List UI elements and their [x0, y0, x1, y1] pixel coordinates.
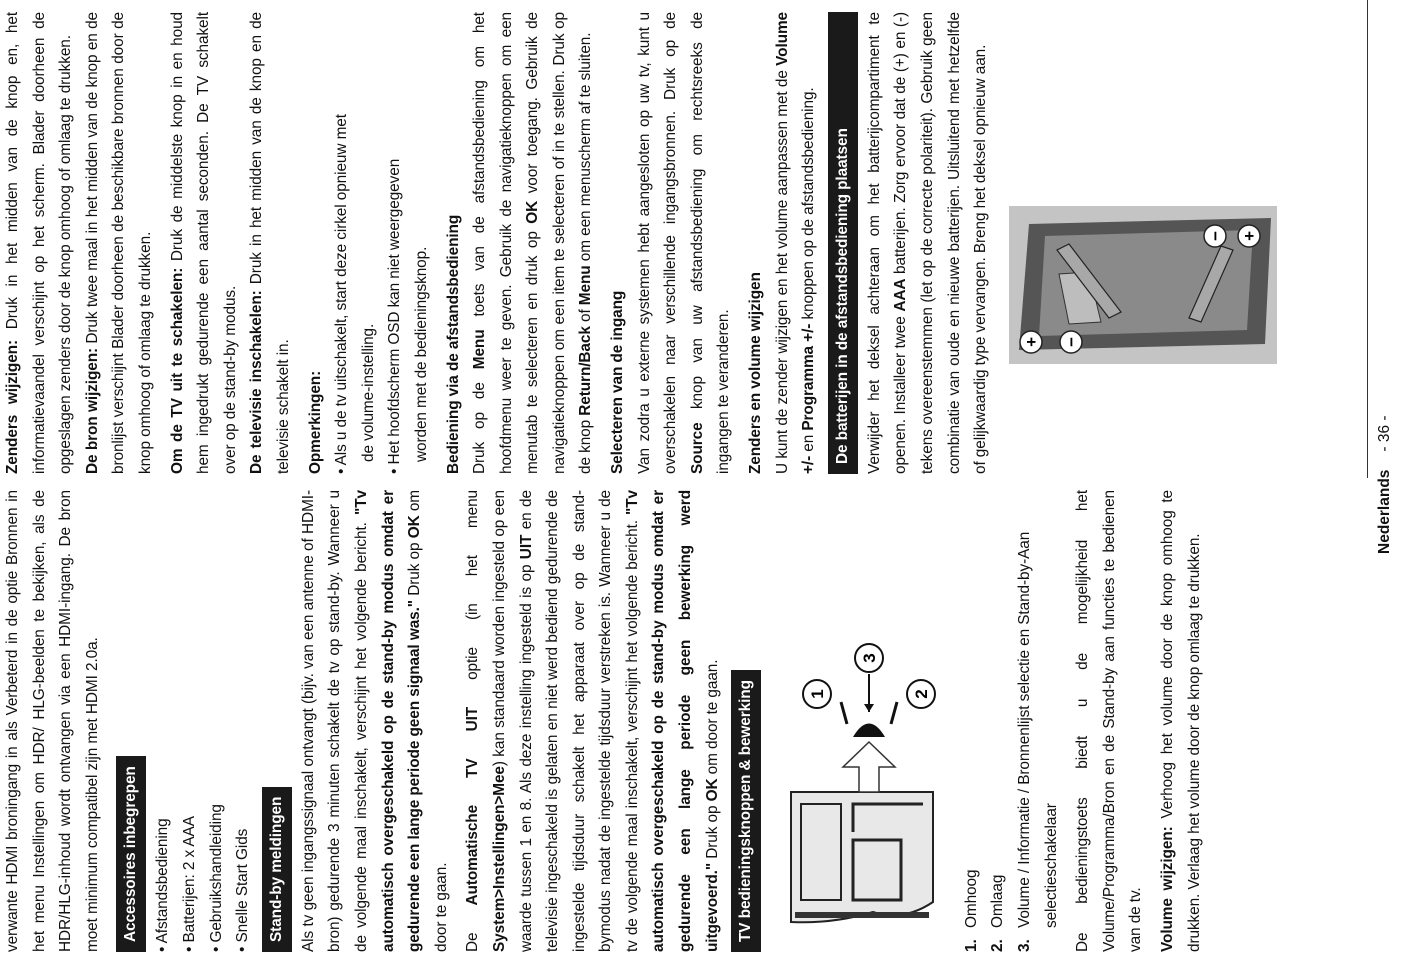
- standby-heading: Stand-by meldingen: [262, 787, 292, 952]
- page-number: - 36 -: [1376, 415, 1393, 452]
- list-item: 3. Volume / Informatie / Bronnenlijst selectie en Stand-by-Aan selectieschakelaar: [1016, 531, 1060, 952]
- standby-paragraph-2: De Automatische TV UIT optie (in het menu System>Instellingen>Mee) kan standaard worden ingesteld op een waarde tussen 1 en 8. Als deze instelling ingesteld is op UIT en de televisie ingeschakeld is gelaten en niet werd bediend gedurende de ingestelde tijdsduur schakelt het apparaat over op de stand-bymodus nadat de ingestelde tijdsduur verstreken is. Wanneer u de tv de volgende maal inschakelt, verschijnt het volgende bericht. "Tv automatisch overgeschakeld op de stand-by modus omdat er gedurende een lange periode geen bewerking werd uitgevoerd." Druk op OK om door te gaan.: [464, 490, 721, 952]
- list-item: • Het hoofdscherm OSD kan niet weergegeven: [386, 158, 404, 474]
- callout-3-label: 3: [860, 653, 880, 663]
- remote-heading: Bediening via de afstandsbediening: [444, 214, 462, 474]
- power-off-paragraph: Om de TV uit te schakelen: Druk de middelste knop in en houd hem ingedrukt gedurende een aantal seconden. De TV schakelt over op de stand-by modus.: [168, 12, 239, 474]
- footer-divider: [1367, 0, 1368, 478]
- tv-buttons-heading: TV bedieningsknoppen & bewerking: [731, 670, 761, 952]
- input-heading: Selecteren van de ingang: [609, 290, 627, 474]
- power-on-paragraph: De televisie inschakelen: Druk in het midden van de knop en de televisie schakelt in.: [248, 11, 292, 474]
- list-item: • Als u de tv uitschakelt, start deze cirkel opnieuw met: [333, 114, 351, 474]
- input-paragraph: Van zodra u externe systemen hebt aangesloten op uw tv, kunt u overschakelen naar verschillende ingangsbronnen. Druk op de Source knop van uw afstandsbediening om rechtsreeks de ingangen te veranderen.: [635, 12, 733, 474]
- page-footer: [1374, 415, 1396, 554]
- list-item: • Batterijen: 2 x AAA: [180, 816, 198, 952]
- list-item: • Snelle Start Gids: [234, 828, 252, 952]
- control-paragraph: De bedieningstoets biedt u de mogelijkheid het Volume/Programma/Bron en de Stand-by aan functies te bedienen van de tv.: [1074, 490, 1145, 952]
- control-button-figure: [773, 642, 941, 942]
- list-item: • Afstandsbediening: [154, 818, 172, 952]
- battery-figure: [1009, 206, 1277, 364]
- volume-paragraph: Volume wijzigen: Verhoog het volume door de knop omhoog te drukken. Verlaag het volume door de knop omlaag te drukken.: [1159, 490, 1203, 952]
- accessories-list: [150, 490, 256, 952]
- callout-2-label: 2: [912, 689, 932, 699]
- channel-paragraph: Zenders wijzigen: Druk in het midden van de knop en, het informatievaandel verschijnt op het scherm. Blader doorheen de opgeslagen zenders door de knop omhoog of omlaag te drukken.: [4, 12, 75, 474]
- list-item: de volume-instelling.: [359, 323, 377, 462]
- list-item: • Gebruikshandleiding: [207, 804, 225, 952]
- control-button-icon: [853, 724, 885, 738]
- list-item: 1. Omhoog: [962, 869, 980, 952]
- channel-volume-paragraph: U kunt de zender wijzigen en het volume aanpassen met de Volume +/- en Programma +/- knoppen op de afstandsbediening.: [773, 12, 818, 474]
- callout-1-label: 1: [808, 689, 828, 699]
- button-list: [959, 490, 1065, 952]
- list-item: 2. Omlaag: [989, 874, 1007, 952]
- arrow-icon: [843, 742, 895, 792]
- notes-heading: Opmerkingen:: [306, 370, 324, 474]
- accessories-heading: Accessoires inbegrepen: [116, 756, 146, 952]
- list-item: worden met de bedieningsknop.: [412, 246, 430, 462]
- standby-paragraph-1: Als tv geen ingangssignaal ontvangt (bijv. van een antenne of HDMI-bron) gedurende 3 minuten schakelt de tv op stand-by. Wanneer u de volgende maal inschakelt, verschijnt het volgende bericht. "Tv automatisch overgeschakeld op de stand-by modus omdat er gedurende een lange periode geen signaal was." Druk op OK om door te gaan.: [299, 489, 450, 952]
- batteries-heading: De batterijen in de afstandsbediening plaatsen: [828, 12, 858, 474]
- source-paragraph: De bron wijzigen: Druk twee maal in het midden van de knop en de bronlijst verschijnt Blader doorheen de beschikbare bronnen door de knop omhoog of omlaag te drukken.: [83, 12, 154, 474]
- footer-language: Nederlands: [1376, 469, 1393, 554]
- batteries-paragraph: Verwijder het deksel achteraan om het batterijcompartiment te openen. Installeer twee AAA batterijen. Zorg ervoor dat de (+) en (-) tekens overeenstemmen (let op de correcte polariteit). Gebruik geen combinatie van oude en nieuwe batterijen. Uitsluitend met hetzelfde of gelijkwaardig type vervangen. Breng het deksel opnieuw aan.: [865, 12, 990, 474]
- svg-text:+: +: [1239, 231, 1259, 241]
- left-column: [0, 490, 1208, 952]
- hdmi-paragraph: verwante HDMI broningang in als Verbeterd in de optie Bronnen in het menu Instellingen om HDR/ HLG-beelden te bekijken, als de HDR/HLG-inhoud wordt ontvangen via een HDMI-ingang. De bron moet minimum compatibel zijn met HDMI 2.0a.: [4, 490, 101, 952]
- svg-text:−: −: [1205, 231, 1225, 241]
- right-column: [0, 12, 1286, 474]
- svg-text:−: −: [1061, 337, 1081, 347]
- tv-back-panel: [791, 792, 933, 922]
- svg-text:+: +: [1021, 337, 1041, 347]
- notes-list: [329, 12, 435, 474]
- channel-volume-heading: Zenders en volume wijzigen: [747, 272, 765, 474]
- remote-paragraph: Druk op de Menu toets van de afstandsbediening om het hoofdmenu weer te geven. Gebruik de navigatieknoppen om een menutab te selecteren en druk op OK voor toegang. Gebruik de navigatieknoppen om een item te selecteren of in te stellen. Druk op de knop Return/Back of Menu om een menuscherm af te sluiten.: [471, 12, 595, 474]
